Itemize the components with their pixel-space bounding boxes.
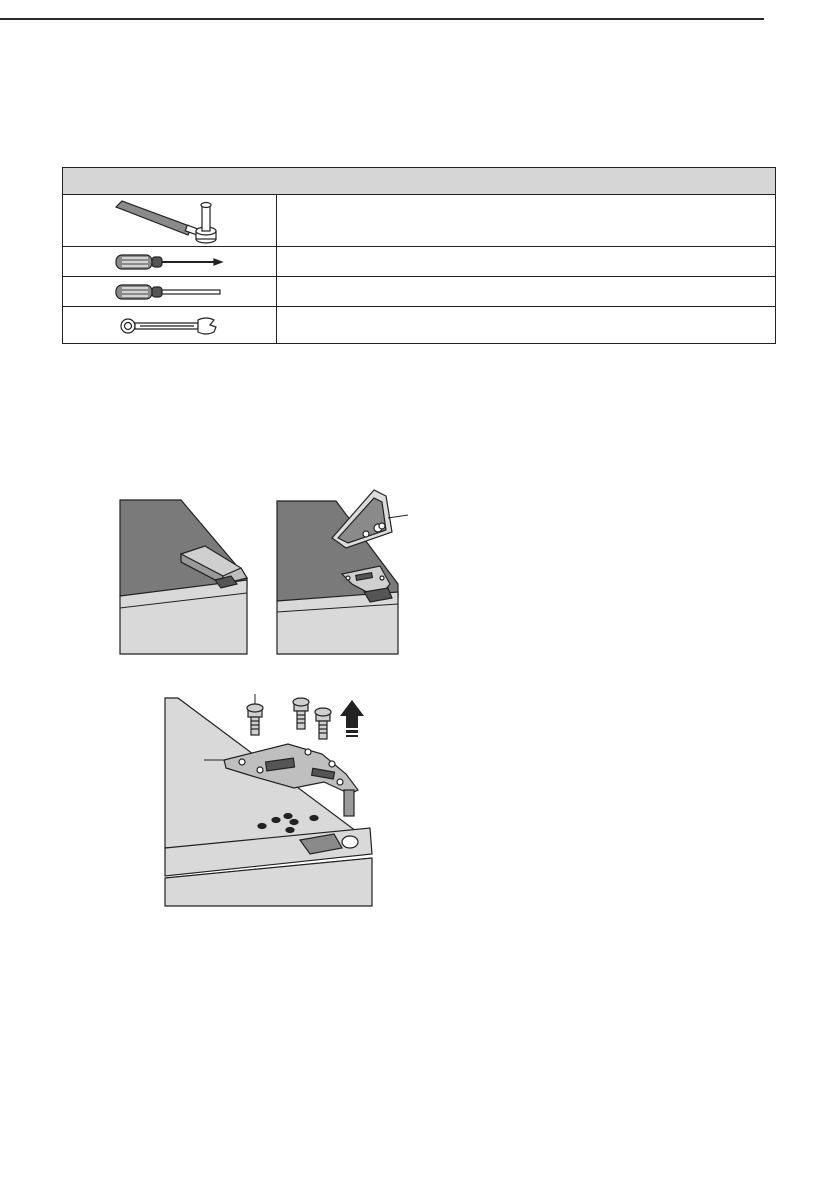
socket-wrench-icon [110,197,230,245]
tools-row-phillips-screwdriver [63,247,775,277]
tool-description [277,195,775,246]
tool-description [277,277,775,306]
tools-table-header [63,168,775,195]
tools-row-spanner [63,307,775,344]
tool-description [277,307,775,344]
hinge-cover-closed-figure [119,496,249,656]
tools-row-flat-screwdriver [63,277,775,307]
tool-cell [63,307,277,344]
hinge-bracket-figure [164,690,376,908]
tool-cell [63,277,277,306]
tools-row-socket-wrench [63,195,775,247]
tools-table [62,167,776,344]
tool-description [277,247,775,276]
flat-screwdriver-icon [114,282,226,302]
tool-cell [63,195,277,246]
top-rule [0,18,764,20]
spanner-icon [118,314,222,338]
phillips-screwdriver-icon [114,252,226,272]
hinge-cover-removed-figure [276,488,416,656]
tool-cell [63,247,277,276]
up-arrow-icon [340,700,364,737]
